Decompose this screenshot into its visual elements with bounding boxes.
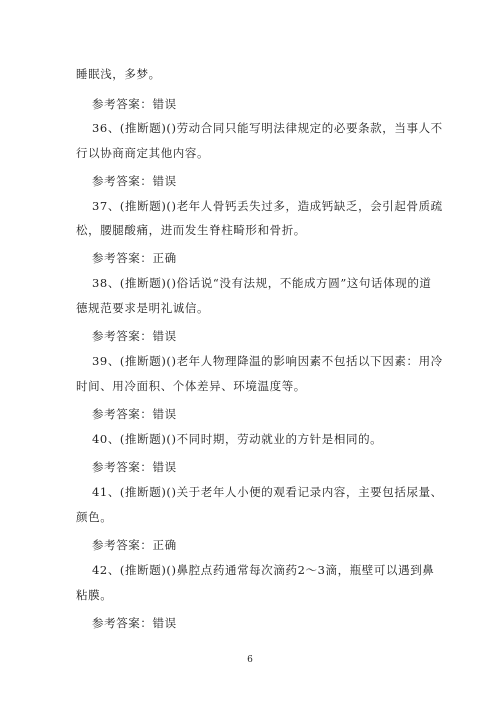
question-37-cont: 松，腰腿酸痛，进而发生脊柱畸形和骨折。 [76, 223, 306, 237]
question-38: 38、(推断题)()俗话说“没有法规，不能成方圆”这句话体现的道 [92, 276, 432, 290]
question-39: 39、(推断题)()老年人物理降温的影响因素不包括以下因素：用冷 [92, 354, 443, 368]
question-38-cont: 德规范要求是明礼诚信。 [76, 301, 210, 315]
answer-36: 参考答案：错误 [92, 174, 177, 188]
question-41: 41、(推断题)()关于老年人小便的观看记录内容，主要包括尿量、 [92, 485, 443, 499]
question-42: 42、(推断题)()鼻腔点药通常每次滴药2～3滴，瓶壁可以遇到鼻 [92, 563, 435, 577]
answer-42: 参考答案：错误 [92, 616, 177, 630]
continuation-text: 睡眠浅，多梦。 [76, 67, 161, 81]
question-39-cont: 时间、用冷面积、个体差异、环境温度等。 [76, 379, 306, 393]
page-number: 6 [247, 655, 253, 665]
question-36: 36、(推断题)()劳动合同只能写明法律规定的必要条款，当事人不 [92, 121, 443, 135]
question-37: 37、(推断题)()老年人骨钙丢失过多，造成钙缺乏，会引起骨质疏 [92, 199, 443, 213]
answer-39: 参考答案：错误 [92, 407, 177, 421]
answer-40: 参考答案：错误 [92, 460, 177, 474]
answer-37: 参考答案：正确 [92, 251, 177, 265]
question-41-cont: 颜色。 [76, 510, 113, 524]
question-42-cont: 粘膜。 [76, 588, 113, 602]
question-36-cont: 行以协商商定其他内容。 [76, 146, 210, 160]
answer-35: 参考答案：错误 [92, 97, 177, 111]
question-40: 40、(推断题)()不同时期，劳动就业的方针是相同的。 [92, 432, 383, 446]
answer-41: 参考答案：正确 [92, 538, 177, 552]
answer-38: 参考答案：错误 [92, 329, 177, 343]
